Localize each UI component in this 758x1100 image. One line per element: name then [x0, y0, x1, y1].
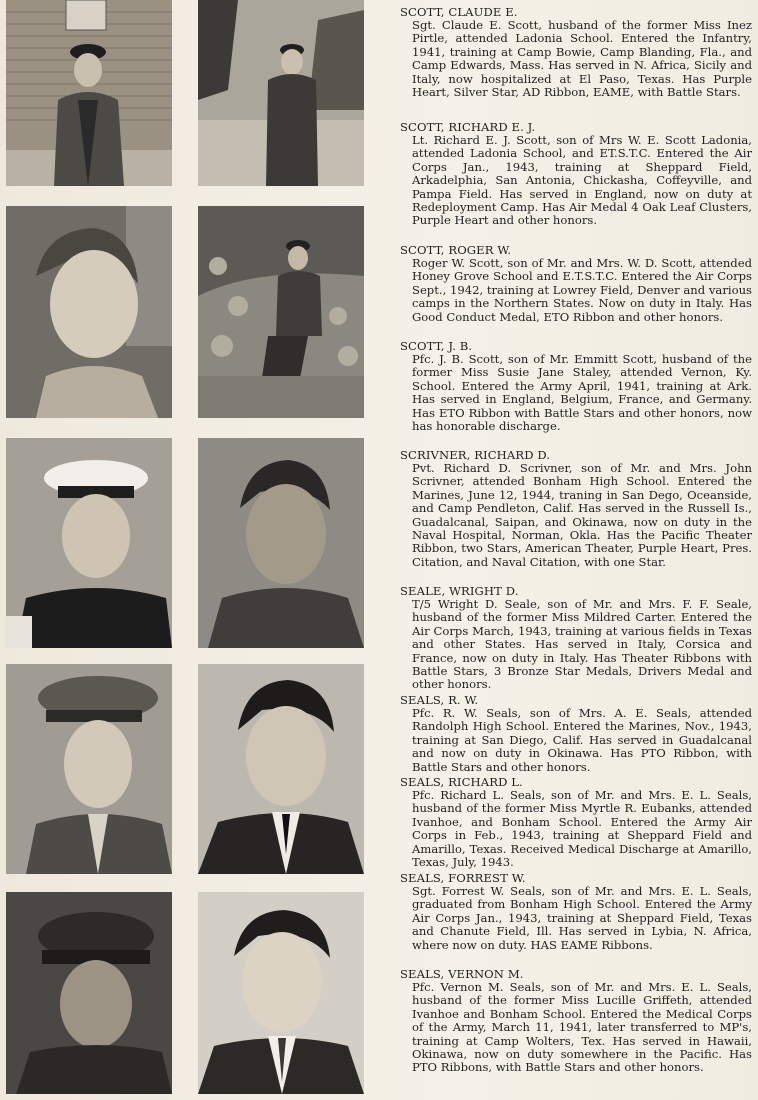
entry-name: SEALS, RICHARD L.	[400, 775, 523, 789]
entry-scott-claude	[400, 6, 752, 115]
entry-seals-richard	[400, 775, 752, 870]
photo-scrivner-richard	[6, 438, 172, 648]
entry-seale-wright	[400, 584, 752, 692]
entry-scrivner-richard	[400, 449, 752, 579]
entry-body: T/5 Wright D. Seale, son of Mr. and Mrs. F. F. Seale, husband of the former Miss Mildred Carter. Entered the Air Corps March, 1943, training at various fields in Texas and other States. Has served in Italy, Corsica and France, now on duty in Italy. Has Theater Ribbons with Battle Stars, 3 Bronze Star Medals, Drivers Medal and other honors.	[412, 597, 752, 692]
entry-body: Pfc. J. B. Scott, son of Mr. Emmitt Scott, husband of the former Miss Susie Jane Staley, attended Vernon, Ky. School. Entered the Army April, 1941, training at Ark. Has served in England, Belgium, France, and Germany. Has ETO Ribbon with Battle Stars and other honors, now has honorable discharge.	[412, 352, 752, 434]
biography-column	[400, 6, 752, 1081]
entry-body: Lt. Richard E. J. Scott, son of Mrs W. E. Scott Ladonia, attended Ladonia School, and ET.S.T.C. Entered the Air Corps Jan., 1943, training at Sheppard Field, Arkadelphia, San Antonia, Chickasha, Coffeyville, and Pampa Field. Has served in England, now on duty at Redeployment Camp. Has Air Medal 4 Oak Leaf Clusters, Purple Heart and other honors.	[412, 133, 752, 228]
entry-seals-rw	[400, 693, 752, 774]
photo-scott-claude	[6, 0, 172, 186]
entry-body: Pfc. Vernon M. Seals, son of Mr. and Mrs. E. L. Seals, husband of the former Miss Lucille Griffeth, attended Ivanhoe and Bonham School. Entered the Medical Corps of the Army, March 11, 1941, later transferred to MP's, training at Camp Wolters, Tex. Has served in Hawaii, Okinawa, now on duty somewhere in the Pacific. Has PTO Ribbons, with Battle Stars and other honors.	[412, 980, 752, 1075]
entry-body: Roger W. Scott, son of Mr. and Mrs. W. D. Scott, attended Honey Grove School and E.T.S.T.C. Entered the Air Corps Sept., 1942, training at Lowrey Field, Denver and various camps in the Northern States. Now on duty in Italy. Has Good Conduct Medal, ETO Ribbon and other honors.	[412, 256, 752, 324]
entry-body: Pfc. R. W. Seals, son of Mrs. A. E. Seals, attended Randolph High School. Entered the Marines, Nov., 1943, training at San Diego, Calif. Has served in Guadalcanal and now on duty in Okinawa. Has PTO Ribbon, with Battle Stars and other honors.	[412, 706, 752, 774]
entry-name: SCOTT, RICHARD E. J.	[400, 120, 536, 134]
photo-seals-forrest	[6, 892, 172, 1094]
photo-seals-rw	[6, 664, 172, 874]
photo-scott-richard	[198, 0, 364, 186]
entry-name: SCRIVNER, RICHARD D.	[400, 448, 551, 462]
photo-scott-roger	[6, 206, 172, 418]
entry-scott-jb	[400, 340, 752, 443]
entry-seals-vernon	[400, 968, 752, 1075]
photo-column	[0, 0, 372, 1100]
entry-scott-roger	[400, 244, 752, 334]
entry-name: SEALS, R. W.	[400, 693, 479, 707]
entry-body: Sgt. Forrest W. Seals, son of Mr. and Mrs. E. L. Seals, graduated from Bonham High School. Entered the Army Air Corps Jan., 1943, training at Sheppard Field, Texas and Chanute Field, Ill. Has served in Lybia, N. Africa, where now on duty. HAS EAME Ribbons.	[412, 884, 752, 952]
entry-name: SCOTT, CLAUDE E.	[400, 5, 518, 19]
entry-name: SEALS, FORREST W.	[400, 871, 526, 885]
entry-seals-forrest	[400, 872, 752, 962]
entry-scott-richard	[400, 121, 752, 238]
photo-seale-wright	[198, 438, 364, 648]
entry-name: SEALS, VERNON M.	[400, 967, 524, 981]
photo-seals-richard	[198, 664, 364, 874]
entry-body: Sgt. Claude E. Scott, husband of the former Miss Inez Pirtle, attended Ladonia School. Entered the Infantry, 1941, training at Camp Bowie, Camp Blanding, Fla., and Camp Edwards, Mass. Has served in N. Africa, Sicily and Italy, now hospitalized at El Paso, Texas. Has Purple Heart, Silver Star, AD Ribbon, EAME, with Battle Stars.	[412, 18, 752, 100]
entry-body: Pvt. Richard D. Scrivner, son of Mr. and Mrs. John Scrivner, attended Bonham High School. Entered the Marines, June 12, 1944, traning in San Dego, Oceanside, and Camp Pendleton, Calif. Has served in the Russell Is., Guadalcanal, Saipan, and Okinawa, now on duty in the Naval Hospital, Norman, Okla. Has the Pacific Theater Ribbon, two Stars, American Theater, Purple Heart, Pres. Citation, and Naval Citation, with one Star.	[412, 461, 752, 569]
entry-name: SCOTT, J. B.	[400, 339, 473, 353]
entry-name: SEALE, WRIGHT D.	[400, 584, 519, 598]
photo-scott-jb	[198, 206, 364, 418]
photo-seals-vernon	[198, 892, 364, 1094]
entry-body: Pfc. Richard L. Seals, son of Mr. and Mrs. E. L. Seals, husband of the former Miss Myrtle R. Eubanks, attended Ivanhoe, and Bonham School. Entered the Army Air Corps in Feb., 1943, training at Sheppard Field and Amarillo, Texas. Received Medical Discharge at Amarillo, Texas, July, 1943.	[412, 788, 752, 870]
entry-name: SCOTT, ROGER W.	[400, 243, 512, 257]
